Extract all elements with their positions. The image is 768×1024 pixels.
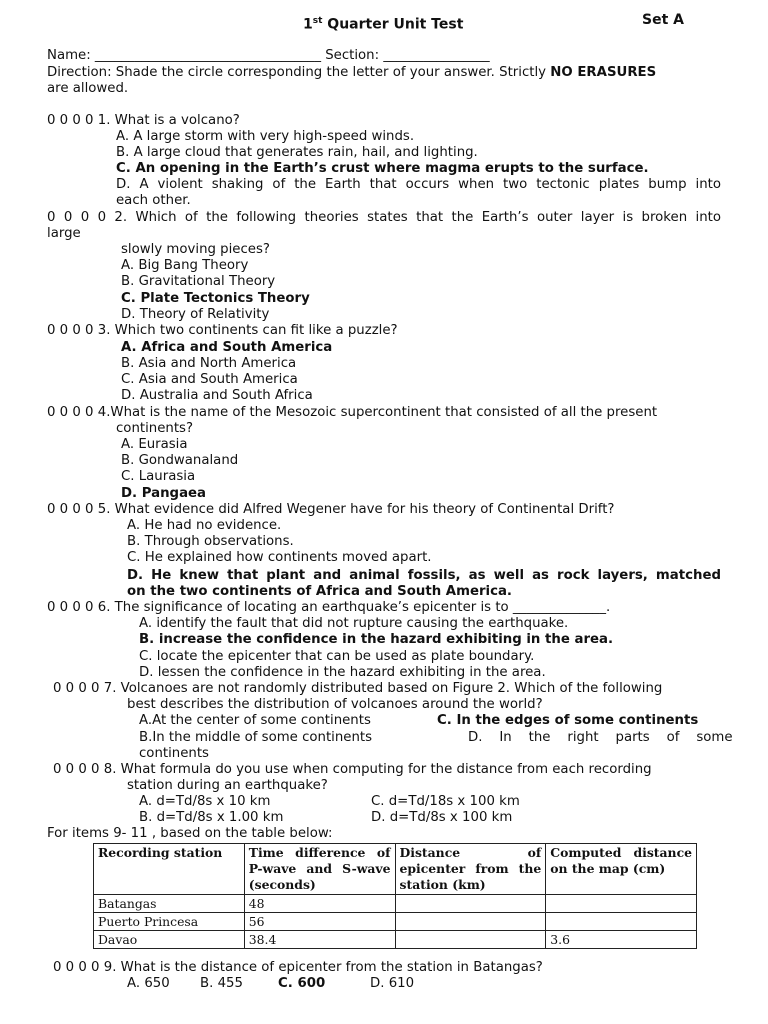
header-computed-distance: Computed distance on the map (cm) <box>546 844 697 895</box>
question-5-option-c[interactable]: C. He explained how continents moved apart. <box>127 550 432 565</box>
cell-time-difference: 48 <box>244 895 395 913</box>
question-3-option-a[interactable]: A. Africa and South America <box>121 340 333 355</box>
question-1-option-c[interactable]: C. An opening in the Earth’s crust where magma erupts to the surface. <box>116 161 649 176</box>
question-5-option-d[interactable]: D. He knew that plant and animal fossils, as well as rock layers, matched <box>127 568 721 583</box>
question-3-stem: 0 0 0 0 3. Which two continents can fit like a puzzle? <box>47 323 398 338</box>
question-9-option-d[interactable]: D. 610 <box>370 976 415 991</box>
question-5-option-b[interactable]: B. Through observations. <box>127 534 294 549</box>
question-1-option-a[interactable]: A. A large storm with very high-speed winds. <box>116 129 415 144</box>
title-ordinal: 1 <box>303 16 313 33</box>
question-9-stem: 0 0 0 0 9. What is the distance of epicenter from the station in Batangas? <box>53 960 543 975</box>
cell-station: Davao <box>94 931 245 949</box>
table-row <box>94 931 697 949</box>
question-8-stem: 0 0 0 0 8. What formula do you use when computing for the distance from each recording <box>53 762 652 777</box>
question-4-option-d[interactable]: D. Pangaea <box>121 486 207 501</box>
question-7-stem-cont: best describes the distribution of volcanoes around the world? <box>127 697 543 712</box>
cell-time-difference: 38.4 <box>244 931 395 949</box>
name-section-line[interactable]: Name: __________________________________ Section: ________________ <box>47 48 490 63</box>
question-9-option-c[interactable]: C. 600 <box>278 976 326 991</box>
question-2-option-b[interactable]: B. Gravitational Theory <box>121 274 276 289</box>
header-recording-station: Recording station <box>94 844 245 895</box>
question-4-stem: 0 0 0 0 4.What is the name of the Mesozoic supercontinent that consisted of all the present <box>47 405 658 420</box>
question-3-option-c[interactable]: C. Asia and South America <box>121 372 298 387</box>
cell-map-distance[interactable] <box>546 895 697 913</box>
question-4-stem-cont: continents? <box>116 421 194 436</box>
question-3-option-b[interactable]: B. Asia and North America <box>121 356 297 371</box>
direction-text: Direction: Shade the circle corresponding the letter of your answer. Strictly <box>47 65 551 80</box>
question-4-option-a[interactable]: A. Eurasia <box>121 437 188 452</box>
question-1-stem: 0 0 0 0 1. What is a volcano? <box>47 113 240 128</box>
question-5-option-d-cont: on the two continents of Africa and South America. <box>127 584 512 599</box>
question-2-option-c[interactable]: C. Plate Tectonics Theory <box>121 291 310 306</box>
question-1-option-d[interactable]: D. A violent shaking of the Earth that occurs when two tectonic plates bump into <box>116 177 721 192</box>
question-2-option-d[interactable]: D. Theory of Relativity <box>121 307 270 322</box>
question-7-option-c[interactable]: C. In the edges of some continents <box>437 713 699 728</box>
question-9-option-b[interactable]: B. 455 <box>200 976 243 991</box>
table-row <box>94 913 697 931</box>
cell-station: Puerto Princesa <box>94 913 245 931</box>
cell-map-distance[interactable] <box>546 913 697 931</box>
seismic-data-table <box>93 843 697 949</box>
question-6-option-d[interactable]: D. lessen the confidence in the hazard exhibiting in the area. <box>139 665 546 680</box>
question-2-option-a[interactable]: A. Big Bang Theory <box>121 258 249 273</box>
question-8-option-d[interactable]: D. d=Td/8s x 100 km <box>371 810 513 825</box>
question-8-option-c[interactable]: C. d=Td/18s x 100 km <box>371 794 520 809</box>
question-5-option-a[interactable]: A. He had no evidence. <box>127 518 282 533</box>
question-1-option-d-cont: each other. <box>116 193 191 208</box>
table-header-row <box>94 844 697 895</box>
question-5-stem: 0 0 0 0 5. What evidence did Alfred Wegener have for his theory of Continental Drift? <box>47 502 615 517</box>
set-label: Set A <box>642 12 684 28</box>
table-row <box>94 895 697 913</box>
cell-map-distance[interactable]: 3.6 <box>546 931 697 949</box>
question-7-option-a[interactable]: A.At the center of some continents <box>139 713 371 728</box>
question-6-stem: 0 0 0 0 6. The significance of locating an earthquake’s epicenter is to ______________. <box>47 600 611 615</box>
question-4-option-b[interactable]: B. Gondwanaland <box>121 453 239 468</box>
question-7-option-d-cont: continents <box>139 746 209 761</box>
cell-distance[interactable] <box>395 931 546 949</box>
question-2-stem-cont-2: slowly moving pieces? <box>121 242 270 257</box>
question-6-option-b[interactable]: B. increase the confidence in the hazard exhibiting in the area. <box>139 632 614 647</box>
question-7-stem: 0 0 0 0 7. Volcanoes are not randomly distributed based on Figure 2. Which of the following <box>53 681 663 696</box>
page-title <box>303 16 463 33</box>
table-intro: For items 9- 11 , based on the table below: <box>47 826 333 841</box>
question-2-stem: 0 0 0 0 2. Which of the following theories states that the Earth’s outer layer is broken into <box>47 210 721 225</box>
question-8-option-b[interactable]: B. d=Td/8s x 1.00 km <box>139 810 284 825</box>
question-2-stem-cont: large <box>47 226 81 241</box>
question-7-option-d[interactable]: D. In the right parts of some <box>468 730 733 745</box>
question-7-option-b[interactable]: B.In the middle of some continents <box>139 730 373 745</box>
direction-line-1 <box>47 65 721 81</box>
direction-line-2: are allowed. <box>47 81 129 96</box>
header-time-difference: Time difference of P-wave and S-wave (seconds) <box>244 844 395 895</box>
cell-distance[interactable] <box>395 895 546 913</box>
title-text: Quarter Unit Test <box>322 16 464 33</box>
question-6-option-c[interactable]: C. locate the epicenter that can be used as plate boundary. <box>139 649 535 664</box>
question-9-option-a[interactable]: A. 650 <box>127 976 170 991</box>
cell-time-difference: 56 <box>244 913 395 931</box>
title-ordinal-suffix: st <box>312 16 323 26</box>
question-3-option-d[interactable]: D. Australia and South Africa <box>121 388 313 403</box>
question-6-option-a[interactable]: A. identify the fault that did not rupture causing the earthquake. <box>139 616 569 631</box>
question-8-stem-cont: station during an earthquake? <box>127 778 328 793</box>
cell-distance[interactable] <box>395 913 546 931</box>
header-distance-epicenter: Distance of epicenter from the station (km) <box>395 844 546 895</box>
question-1-option-b[interactable]: B. A large cloud that generates rain, hail, and lighting. <box>116 145 478 160</box>
no-erasures-emphasis: NO ERASURES <box>550 65 657 80</box>
cell-station: Batangas <box>94 895 245 913</box>
question-8-option-a[interactable]: A. d=Td/8s x 10 km <box>139 794 271 809</box>
question-4-option-c[interactable]: C. Laurasia <box>121 469 196 484</box>
